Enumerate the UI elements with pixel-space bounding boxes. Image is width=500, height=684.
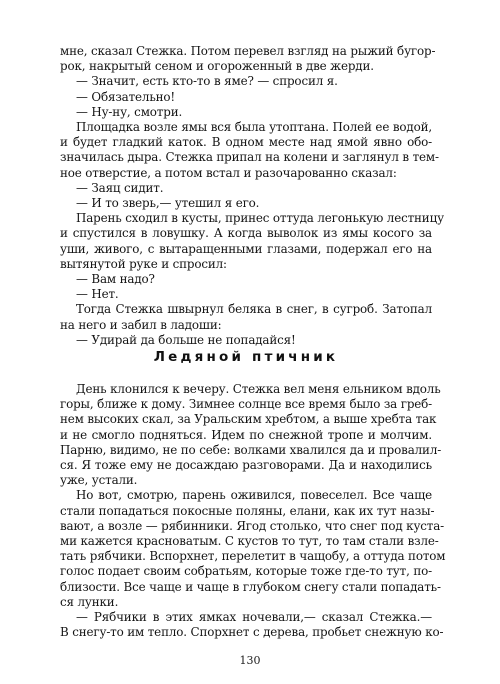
text-line: — Удирай да больше не попадайся! bbox=[76, 332, 296, 347]
text-line: — Значит, есть кто-то в яме? — спросил я. bbox=[76, 74, 338, 89]
text-line: Но вот, смотрю, парень оживился, повеселел. Все чаще bbox=[76, 488, 432, 503]
text-line: — Заяц сидит. bbox=[76, 180, 164, 195]
text-line: близости. Все чаще и чаще в глубоком снегу стали попадать- bbox=[60, 579, 441, 594]
text-line: В снегу-то им тепло. Спорхнет с дерева, пробьет снежную ко- bbox=[60, 625, 444, 640]
text-line: рок, накрытый сеном и огороженный в две жерди. bbox=[60, 59, 374, 74]
text-line: стали попадаться покосные поляны, елани, как их тут назы- bbox=[60, 503, 435, 518]
text-line: уши, живого, с вытаращенными глазами, подержал его на bbox=[60, 241, 432, 256]
text-line: и спустился в ловушку. А когда выволок из ямы косого за bbox=[60, 226, 432, 241]
text-line: тать рябчики. Вспорхнет, перелетит в чащобу, а оттуда потом bbox=[60, 549, 446, 564]
text-line: на него и забил в ладоши: bbox=[60, 317, 222, 332]
text-line: вают, а возле — рябинники. Ягод столько, что снег под куста- bbox=[60, 518, 445, 533]
text-line: ми кажется красноватым. С кустов то тут, то там стали взле- bbox=[60, 534, 439, 549]
chapter-title: Ледяной птичник bbox=[153, 349, 339, 365]
text-line: мне, сказал Стежка. Потом перевел взгляд на рыжий бугор- bbox=[60, 44, 436, 58]
text-line: — Вам надо? bbox=[76, 272, 155, 287]
text-line: — Нет. bbox=[76, 287, 119, 302]
text-line: Парень сходил в кусты, принес оттуда легонькую лестницу bbox=[76, 211, 444, 226]
text-line: Площадка возле ямы вся была утоптана. Полей ее водой, bbox=[76, 120, 432, 135]
text-line: и не смогло подняться. Идем по снежной тропе и молчим. bbox=[60, 427, 432, 442]
text-block-chapter bbox=[60, 382, 446, 640]
text-line: ное отверстие, а потом встал и разочарованно сказал: bbox=[60, 165, 397, 180]
text-line: вытянутой руке и спросил: bbox=[60, 256, 227, 271]
text-line: значилась дыра. Стежка припал на колени и заглянул в тем- bbox=[60, 150, 439, 165]
text-line: — Обязательно! bbox=[76, 89, 176, 104]
text-line: уже, устали. bbox=[60, 473, 138, 488]
text-line: и будет гладкий каток. В одном месте над ямой явно обо- bbox=[60, 135, 432, 150]
text-line: ся. Я тоже ему не досаждаю разговорами. Да и находились bbox=[60, 458, 432, 473]
text-line: — И то зверь,— утешил я его. bbox=[76, 196, 260, 211]
text-line: День клонился к вечеру. Стежка вел меня ельником вдоль bbox=[76, 382, 441, 396]
text-line: Тогда Стежка швырнул беляка в снег, в сугроб. Затопал bbox=[76, 302, 432, 317]
text-line: — Ну-ну, смотри. bbox=[76, 104, 183, 119]
text-line: Парню, видимо, не по себе: волками хвалился да и провалил- bbox=[60, 442, 442, 457]
text-line: — Рябчики в этих ямках ночевали,— сказал Стежка.— bbox=[76, 610, 432, 625]
text-line: голос подает своим собратьям, которые тоже где-то тут, по- bbox=[60, 564, 432, 579]
text-line: ся лунки. bbox=[60, 594, 119, 609]
text-block-top bbox=[60, 44, 444, 348]
text-line: горы, ближе к дому. Зимнее солнце все время было за греб- bbox=[60, 397, 433, 412]
page-number: 130 bbox=[239, 654, 261, 667]
text-line: нем высоких скал, за Уральским хребтом, а выше хребта так bbox=[60, 412, 437, 427]
